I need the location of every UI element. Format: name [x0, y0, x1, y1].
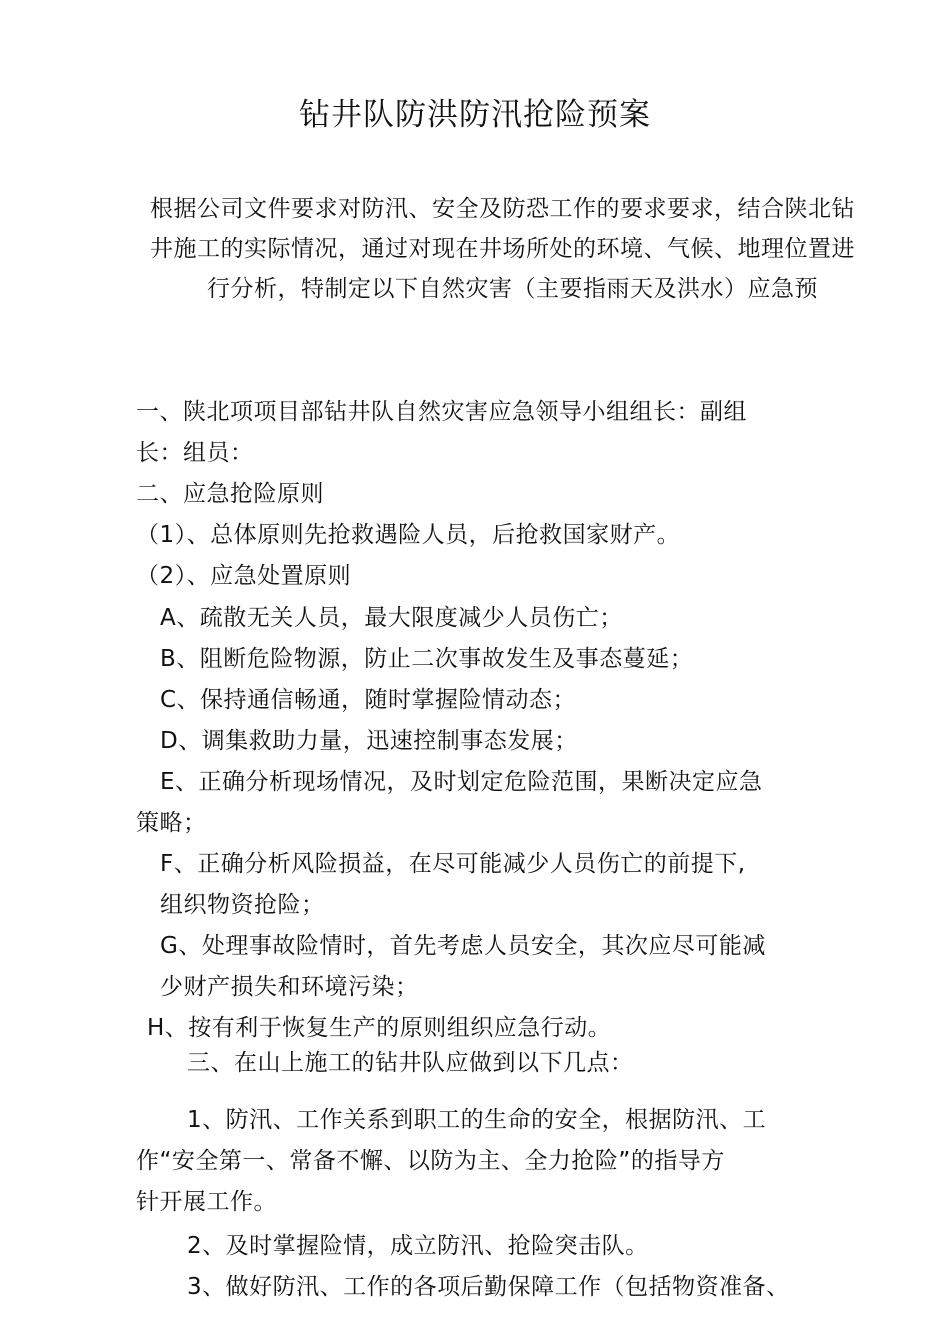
list-item: C、保持通信畅通，随时掌握险情动态； — [160, 687, 577, 713]
section-heading: 二、应急抢险原则 — [136, 481, 324, 507]
intro-line: 行分析，特制定以下自然灾害（主要指雨天及洪水）应急预 — [207, 276, 818, 302]
document-title: 钻井队防洪防汛抢险预案 — [299, 97, 651, 133]
paragraph-line: 长：组员： — [136, 440, 254, 466]
list-item: F、正确分析风险损益，在尽可能减少人员伤亡的前提下, — [160, 851, 746, 877]
list-item: E、正确分析现场情况，及时划定危险范围，果断决定应急 — [160, 769, 763, 795]
list-item: A、疏散无关人员，最大限度减少人员伤亡； — [160, 605, 623, 631]
list-item-continued: 少财产损失和环境污染； — [160, 974, 419, 1000]
list-item-continued: 策略； — [136, 810, 207, 836]
paragraph-line: 1、防汛、工作关系到职工的生命的安全，根据防汛、工 — [187, 1107, 767, 1133]
list-item: B、阻断危险物源，防止二次事故发生及事态蔓延； — [160, 646, 694, 672]
intro-line: 根据公司文件要求对防汛、安全及防恐工作的要求要求，结合陕北钻 — [150, 196, 855, 222]
list-item: H、按有利于恢复生产的原则组织应急行动。 — [147, 1015, 612, 1041]
section-heading: 一、陕北项项目部钻井队自然灾害应急领导小组组长：副组 — [136, 399, 747, 425]
list-item: （2）、应急处置原则 — [136, 563, 352, 589]
intro-line: 井施工的实际情况，通过对现在井场所处的环境、气候、地理位置进 — [150, 236, 855, 262]
list-item: D、调集救助力量，迅速控制事态发展； — [160, 728, 578, 754]
section-heading: 三、在山上施工的钻井队应做到以下几点： — [187, 1050, 634, 1076]
list-item: G、处理事故险情时，首先考虑人员安全，其次应尽可能减 — [160, 933, 766, 959]
list-item: （1）、总体原则先抢救遇险人员，后抢救国家财产。 — [136, 522, 681, 548]
paragraph-line: 3、做好防汛、工作的各项后勤保障工作（包括物资准备、 — [187, 1274, 790, 1300]
list-item-continued: 组织物资抢险； — [160, 892, 325, 918]
paragraph-line: 2、及时掌握险情，成立防汛、抢险突击队。 — [187, 1233, 649, 1259]
paragraph-line: 作“安全第一、常备不懈、以防为主、全力抢险”的指导方 — [136, 1148, 725, 1174]
paragraph-line: 针开展工作。 — [136, 1189, 277, 1215]
